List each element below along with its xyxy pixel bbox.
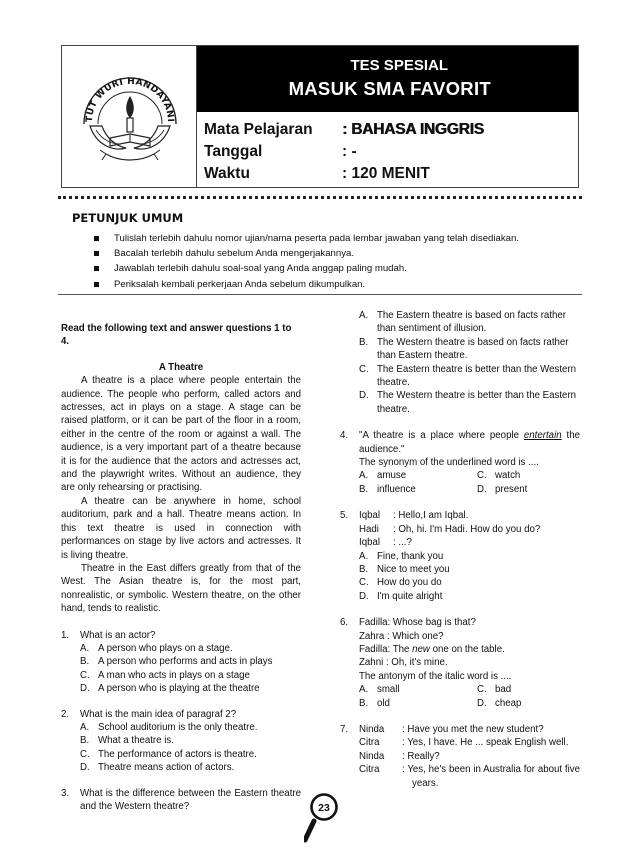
utterance: : Hello,I am Iqbal. (393, 510, 469, 522)
reading-paragraph-3: Theatre in the East differs greatly from that of the West. The Asian theatre is, for the most part, nonrealistic, or symbolic. Western theatre, on the other hand, tends to realistic. (61, 562, 301, 615)
option-letter: B. (359, 563, 369, 575)
answer-option[interactable] (359, 697, 477, 710)
dialog-line (359, 536, 580, 549)
answer-option[interactable] (359, 309, 580, 336)
answer-option[interactable] (80, 761, 301, 774)
logo-cell (62, 46, 197, 187)
answer-option[interactable] (359, 336, 580, 363)
option-letter: D. (80, 762, 90, 774)
question-3-options (340, 309, 580, 416)
utterance: : Have you met the new student? (402, 723, 544, 735)
option-letter: B. (80, 656, 90, 668)
option-text: old (377, 697, 390, 709)
answer-options-grid (359, 469, 580, 496)
option-text: I'm quite alright (377, 590, 443, 602)
header-title-small: TES SPESIAL (350, 57, 448, 74)
dialog-part: Fadilla: The (359, 643, 413, 655)
option-letter: C. (80, 669, 90, 681)
option-letter: A. (80, 642, 90, 654)
option-letter: D. (80, 683, 90, 695)
answer-options-grid (359, 683, 580, 710)
option-text: watch (495, 470, 521, 482)
instructions-bottom-rule (58, 294, 582, 295)
option-text: Theatre means action of actors. (98, 762, 235, 774)
left-column (61, 322, 301, 813)
option-text: The Eastern theatre is better than the Western theatre. (377, 363, 577, 389)
option-text: A person who is playing at the theatre (98, 683, 260, 695)
answer-option[interactable] (80, 642, 301, 655)
subject-label: Mata Pelajaran (204, 121, 313, 138)
option-letter: C. (80, 748, 90, 760)
answer-option[interactable] (359, 469, 477, 482)
instruction-text: Periksalah kembali perkerjaan Anda sebelum dikumpulkan. (114, 278, 366, 290)
question-4 (340, 429, 580, 496)
option-text: small (377, 684, 400, 696)
bullet-square-icon (94, 266, 99, 271)
dialog-line: Fadilla: Whose bag is that? (359, 617, 476, 629)
italic-word: new (412, 643, 430, 655)
answer-option[interactable] (359, 550, 580, 563)
option-letter: A. (359, 470, 369, 482)
option-text: A person who plays on a stage. (98, 642, 233, 654)
header-title-large: MASUK SMA FAVORIT (288, 78, 491, 99)
answer-option[interactable] (359, 389, 580, 416)
dialog-line (359, 763, 580, 790)
exam-header (61, 45, 579, 188)
question-text-part: the audience." (359, 430, 580, 455)
speaker: Iqbal (359, 510, 381, 522)
utterance: : Yes, he's been in Australia for about five years. (402, 764, 580, 789)
option-text: influence (377, 483, 416, 495)
question-number: 4. (340, 430, 349, 442)
dialog-line (359, 509, 580, 522)
question-number: 6. (340, 617, 349, 629)
instruction-text: Jawablah terlebih dahulu soal-soal yang Anda anggap paling mudah. (114, 263, 407, 275)
option-letter: A. (80, 721, 90, 733)
question-number: 2. (61, 708, 70, 720)
dialog-line (359, 523, 580, 536)
question-text: What is an actor? (80, 629, 156, 641)
utterance: : Yes, I have. He ... speak English well. (402, 737, 569, 749)
option-letter: B. (359, 697, 369, 709)
dialog-line (359, 723, 580, 736)
question-2 (61, 708, 301, 775)
time-label: Waktu (204, 165, 250, 182)
dialog-part: one on the table. (429, 643, 505, 655)
option-letter: C. (359, 363, 369, 375)
answer-option[interactable] (359, 483, 477, 496)
instruction-item (92, 246, 519, 261)
instructions-title: PETUNJUK UMUM (72, 211, 184, 225)
option-text: A man who acts in plays on a stage (98, 669, 250, 681)
answer-option[interactable] (477, 483, 577, 496)
instruction-text: Bacalah terlebih dahulu sebelum Anda mengerjakannya. (114, 248, 355, 260)
question-text: What is the main idea of paragraf 2? (80, 708, 237, 720)
date-label: Tanggal (204, 143, 263, 160)
option-text: Fine, thank you (377, 550, 444, 562)
magnifier-handle-icon (305, 821, 314, 840)
reading-paragraph-2: A theatre can be anywhere in home, school auditorium, park and a hall. Theatre means action. In this text theatre is used in connection with performances on stage by live actors and actresses. It is living theatre. (61, 495, 301, 561)
speaker: Citra (359, 764, 380, 776)
option-letter: D. (359, 590, 369, 602)
answer-option[interactable] (477, 469, 577, 482)
dialog-line (359, 736, 580, 749)
reading-paragraph-1: A theatre is a place where people entertain the audience. The people who perform, called actors and actresses, act in plays on a stage. A stage can be raised platform, or it can be part of the floor in a room, either in the centre of the room or against a wall. The audience, is a very important part of a theatre because it is for the audience that the actors and actresses act, and the playwright writes. Without an audience, they are only rehearsing or practising. (61, 375, 301, 494)
instruction-item (92, 277, 519, 292)
instruction-item (92, 231, 519, 246)
time-value: : 120 MENIT (342, 165, 430, 182)
option-text: A person who performs and acts in plays (98, 656, 273, 668)
question-text (359, 429, 580, 456)
option-text: Nice to meet you (377, 563, 450, 575)
speaker: Citra (359, 737, 380, 749)
page-number: 23 (318, 802, 330, 814)
question-subtext: The antonym of the italic word is .... (359, 670, 512, 682)
dialog-line: Zahra : Which one? (359, 630, 444, 642)
question-number: 3. (61, 787, 70, 799)
instruction-text: Tulislah terlebih dahulu nomor ujian/nama peserta pada lembar jawaban yang telah disediakan. (114, 233, 519, 244)
option-letter: B. (359, 483, 369, 495)
option-text: cheap (495, 697, 522, 709)
option-letter: D. (359, 390, 369, 402)
option-text: bad (495, 684, 512, 696)
dialog-line (359, 643, 580, 656)
answer-option[interactable] (477, 683, 577, 696)
question-number: 7. (340, 723, 349, 735)
tut-wuri-handayani-logo (76, 66, 184, 170)
option-text: The Eastern theatre is based on facts rather than sentiment of illusion. (377, 310, 567, 335)
answer-option[interactable] (359, 576, 580, 589)
underlined-word: entertain (523, 430, 562, 442)
option-letter: C. (477, 470, 487, 482)
option-text: School auditorium is the only theatre. (98, 721, 258, 733)
option-text: The Western theatre is based on facts rather than Eastern theatre. (377, 336, 569, 362)
option-letter: A. (359, 550, 369, 562)
speaker: Ninda (359, 750, 385, 762)
answer-option[interactable] (80, 734, 301, 747)
option-text: The performance of actors is theatre. (98, 748, 257, 760)
bullet-square-icon (94, 282, 99, 287)
answer-option[interactable] (80, 748, 301, 761)
option-letter: A. (359, 684, 369, 696)
reading-title: A Theatre (158, 361, 204, 373)
answer-option[interactable] (359, 563, 580, 576)
question-text: What is the difference between the Eastern theatre and the Western theatre? (80, 787, 301, 812)
answer-option[interactable] (80, 721, 301, 734)
option-text: amuse (377, 470, 407, 482)
instructions-list (92, 231, 519, 292)
subject-value: : BAHASA INGGRIS (342, 121, 484, 138)
dialog-line: Zahni : Oh, it's mine. (359, 657, 448, 669)
answer-option[interactable] (80, 682, 301, 695)
option-letter: D. (477, 483, 487, 495)
page-number-badge (304, 793, 344, 843)
question-number: 5. (340, 510, 349, 522)
utterance: : Really? (402, 750, 440, 762)
answer-option[interactable] (80, 669, 301, 682)
option-text: present (495, 483, 528, 495)
speaker: Ninda (359, 723, 385, 735)
dotted-divider (58, 196, 582, 199)
option-letter: B. (80, 735, 90, 747)
option-letter: C. (477, 684, 487, 696)
utterance: : ...? (393, 537, 412, 549)
answer-option[interactable] (359, 683, 477, 696)
title-band (197, 46, 578, 112)
right-column (340, 309, 580, 790)
answer-option[interactable] (80, 655, 301, 668)
question-subtext: The synonym of the underlined word is .... (359, 457, 539, 469)
utterance: : Oh, hi. I'm Hadi. How do you do? (393, 523, 541, 535)
option-text: The Western theatre is better than the Eastern theatre. (377, 390, 577, 415)
option-letter: B. (359, 336, 369, 348)
speaker: Iqbal (359, 537, 381, 549)
bullet-square-icon (94, 251, 99, 256)
question-5 (340, 509, 580, 603)
speaker: Hadi (359, 523, 379, 535)
question-3 (61, 787, 301, 814)
logo-text: TUT WURI HANDAYANI (84, 76, 176, 123)
bullet-square-icon (94, 236, 99, 241)
option-text: What a theatre is. (98, 735, 174, 747)
question-7 (340, 723, 580, 790)
reading-instruction: Read the following text and answer questions 1 to 4. (61, 323, 292, 348)
option-letter: D. (477, 697, 487, 709)
dialog-line (359, 750, 580, 763)
answer-option[interactable] (477, 697, 577, 710)
option-letter: A. (359, 310, 369, 321)
date-value: : - (342, 143, 357, 160)
question-6 (340, 616, 580, 710)
option-text: How do you do (377, 577, 442, 589)
question-number: 1. (61, 629, 70, 641)
answer-option[interactable] (359, 590, 580, 603)
option-letter: C. (359, 577, 369, 589)
instruction-item (92, 261, 519, 276)
question-text-part: "A theatre is a place where people (359, 430, 524, 442)
answer-option[interactable] (359, 363, 580, 390)
question-1 (61, 629, 301, 696)
